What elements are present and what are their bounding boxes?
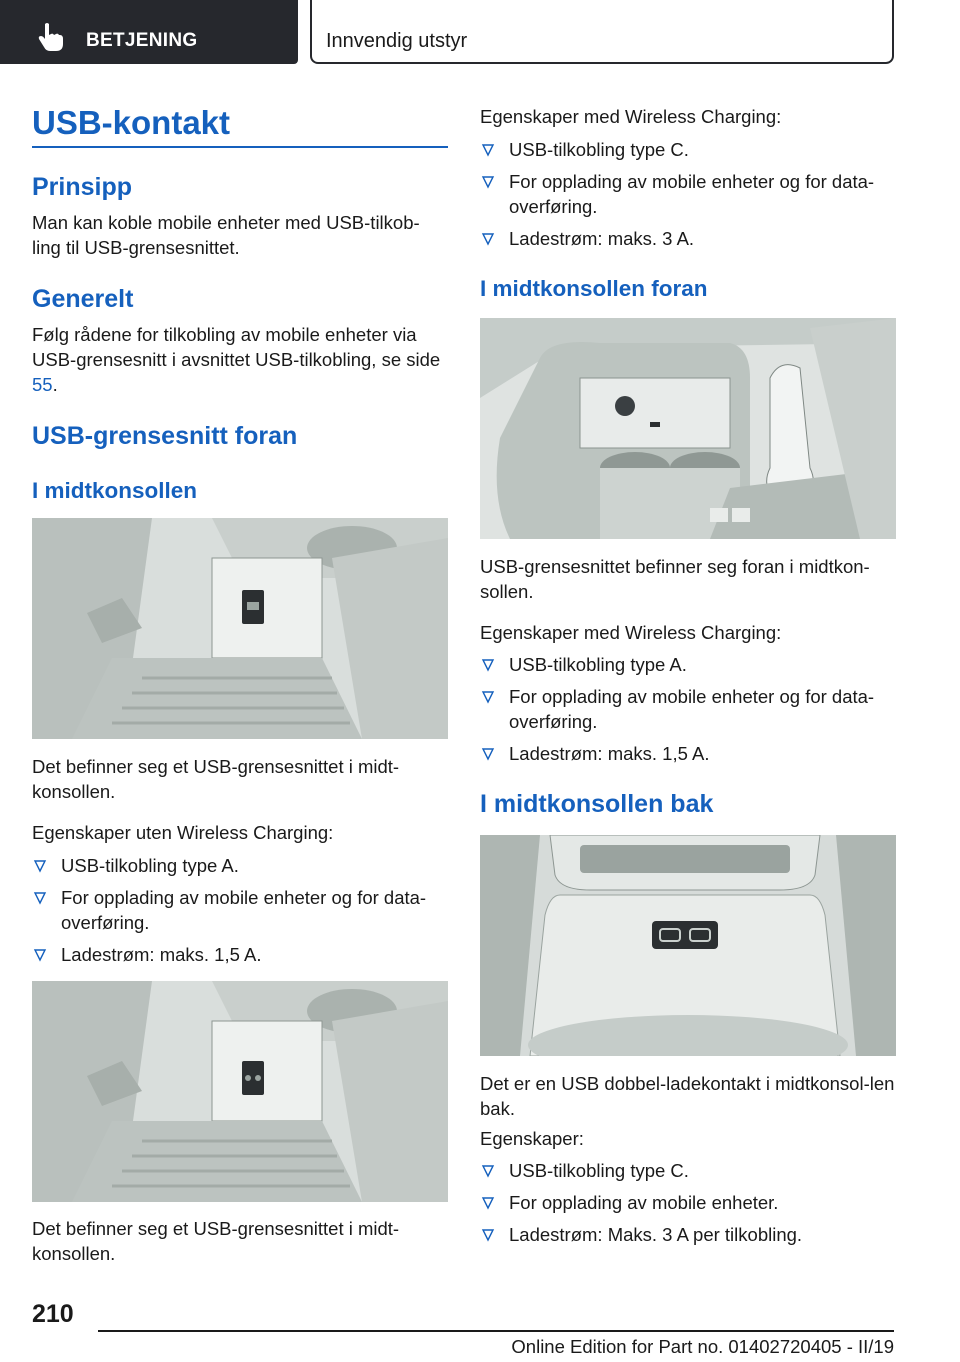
rear-caption: Det er en USB dobbel-ladekontakt i midtkonsol-len bak. <box>480 1073 895 1119</box>
triangle-bullet-icon <box>481 232 495 246</box>
props-intro-left: Egenskaper uten Wireless Charging: <box>32 822 334 843</box>
triangle-bullet-icon <box>481 175 495 189</box>
general-text: Følg rådene for tilkobling av mobile enheter via USB-grensesnitt i avsnittet USB-tilkobling, se side 55. <box>32 324 441 395</box>
heading-center-console-front: I midtkonsollen foran <box>480 276 708 301</box>
triangle-bullet-icon <box>481 143 495 157</box>
triangle-bullet-icon <box>481 747 495 761</box>
props-intro-top: Egenskaper med Wireless Charging: <box>480 106 782 127</box>
footer-rule <box>98 1330 894 1332</box>
triangle-bullet-icon <box>481 1228 495 1242</box>
page-reference-link[interactable]: 55 <box>32 374 53 395</box>
triangle-bullet-icon <box>33 948 47 962</box>
list-item: Ladestrøm: maks. 3 A. <box>480 226 896 251</box>
heading-general: Generelt <box>32 285 134 313</box>
list-item: For opplading av mobile enheter og for data-overføring. <box>480 684 896 734</box>
heading-center-console: I midtkonsollen <box>32 478 198 503</box>
props-list-top <box>480 137 896 251</box>
props-list-rear <box>480 1158 896 1247</box>
list-item: USB-tilkobling type A. <box>480 652 896 677</box>
triangle-bullet-icon <box>481 658 495 672</box>
triangle-bullet-icon <box>33 859 47 873</box>
center-console-front-image <box>480 318 896 539</box>
list-item: Ladestrøm: maks. 1,5 A. <box>32 942 448 967</box>
heading-principle: Prinsipp <box>32 173 133 201</box>
hand-pointer-icon <box>38 22 64 52</box>
principle-text: Man kan koble mobile enheter med USB-tilkob-ling til USB-grensesnittet. <box>32 212 420 258</box>
caption-2: Det befinner seg et USB-grensesnittet i midt-konsollen. <box>32 1218 400 1264</box>
center-console-usb-image-2 <box>32 981 448 1202</box>
list-item: Ladestrøm: maks. 1,5 A. <box>480 741 896 766</box>
list-item: USB-tilkobling type C. <box>480 137 896 162</box>
center-console-rear-image <box>480 835 896 1056</box>
section-tab[interactable] <box>0 0 298 64</box>
page-title: USB-kontakt <box>32 104 231 141</box>
triangle-bullet-icon <box>481 1164 495 1178</box>
props-intro-mid: Egenskaper med Wireless Charging: <box>480 622 782 643</box>
triangle-bullet-icon <box>481 690 495 704</box>
props-intro-rear: Egenskaper: <box>480 1128 584 1149</box>
front-caption: USB-grensesnittet befinner seg foran i midtkon-sollen. <box>480 556 870 602</box>
list-item: For opplading av mobile enheter. <box>480 1190 896 1215</box>
heading-center-console-rear: I midtkonsollen bak <box>480 790 714 818</box>
section-label: BETJENING <box>86 30 198 51</box>
edition-footer: Online Edition for Part no. 01402720405 - II/19 <box>511 1336 894 1357</box>
triangle-bullet-icon <box>33 891 47 905</box>
center-console-usb-image-1 <box>32 518 448 739</box>
list-item: USB-tilkobling type C. <box>480 1158 896 1183</box>
title-rule <box>32 146 448 148</box>
chapter-label: Innvendig utstyr <box>326 30 468 52</box>
triangle-bullet-icon <box>481 1196 495 1210</box>
caption-1: Det befinner seg et USB-grensesnittet i midt-konsollen. <box>32 756 400 802</box>
list-item: Ladestrøm: Maks. 3 A per tilkobling. <box>480 1222 896 1247</box>
heading-usb-front: USB-grensesnitt foran <box>32 422 298 450</box>
list-item: For opplading av mobile enheter og for data-overføring. <box>32 885 448 935</box>
list-item: For opplading av mobile enheter og for data-overføring. <box>480 169 896 219</box>
list-item: USB-tilkobling type A. <box>32 853 448 878</box>
props-list-mid <box>480 652 896 766</box>
page-number: 210 <box>32 1300 74 1328</box>
props-list-left <box>32 853 448 967</box>
chapter-tab[interactable] <box>310 0 894 64</box>
